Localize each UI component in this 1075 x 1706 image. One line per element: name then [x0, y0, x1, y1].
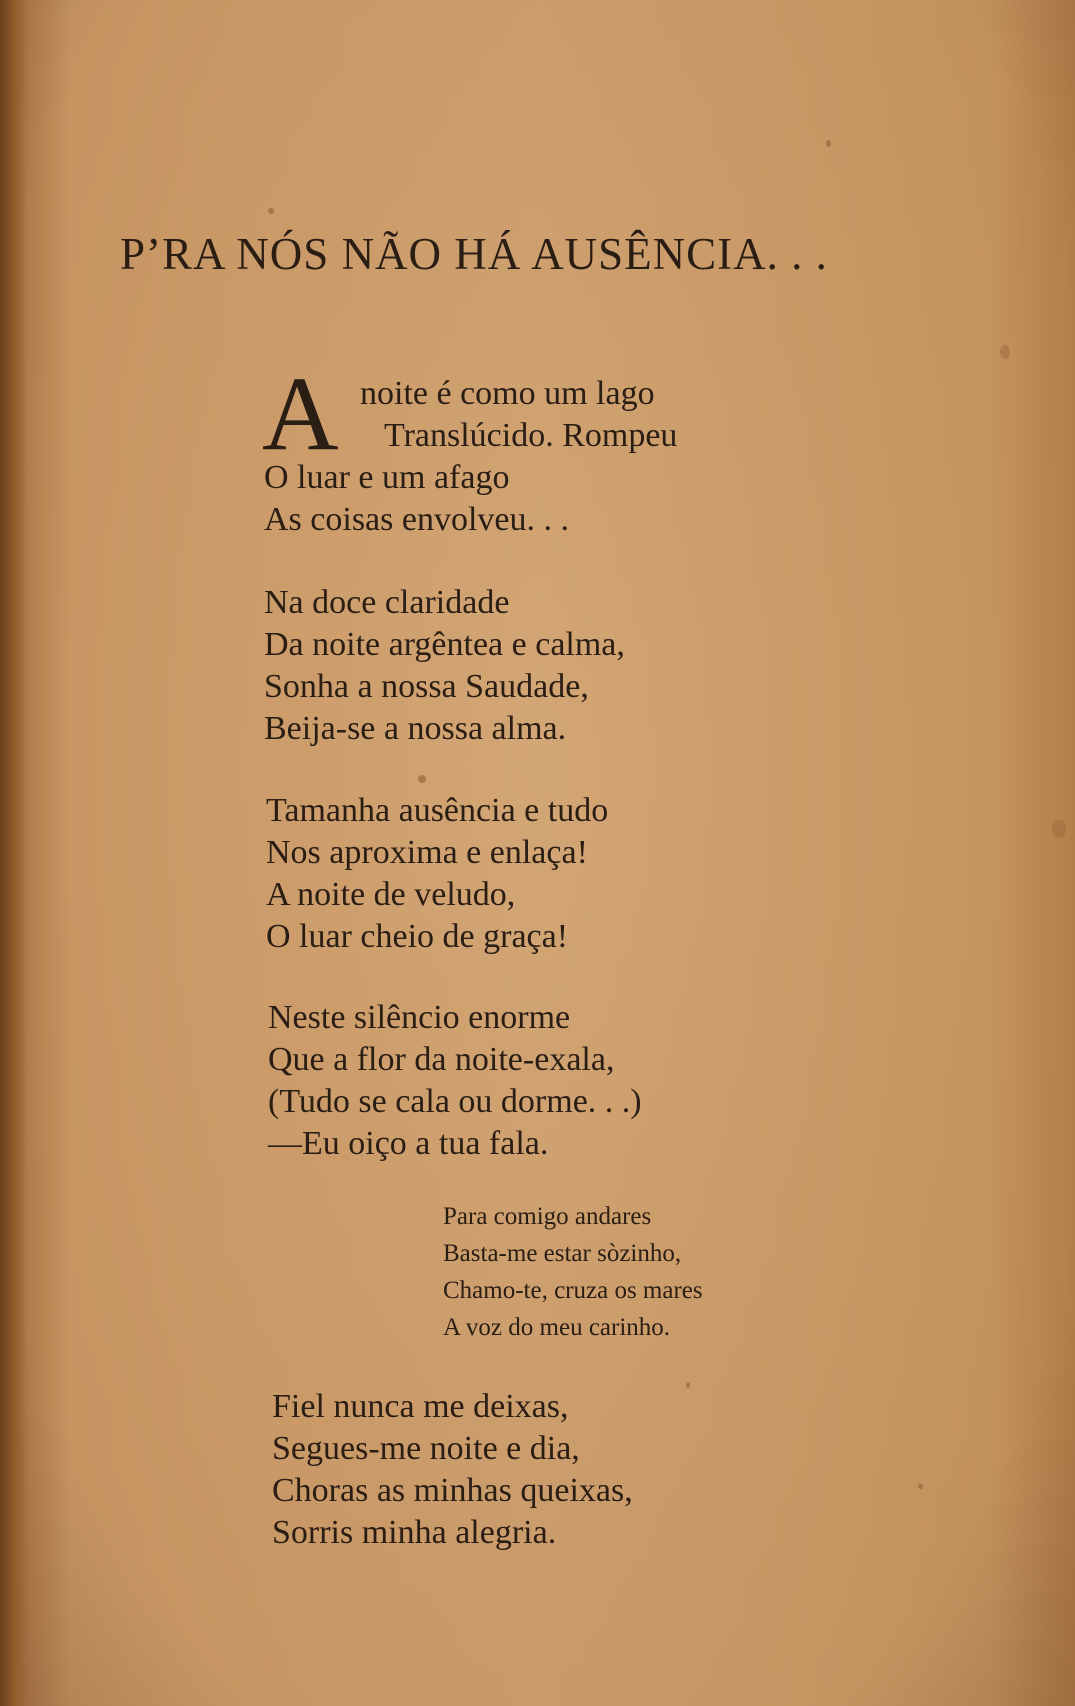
- drop-cap-letter: A: [262, 355, 339, 472]
- verse-line: O luar cheio de graça!: [266, 918, 569, 955]
- verse-line: A voz do meu carinho.: [443, 1314, 671, 1341]
- verse-line: Basta-me estar sòzinho,: [443, 1240, 682, 1267]
- paper-stain: [1000, 345, 1010, 359]
- verse-line: Fiel nunca me deixas,: [272, 1388, 569, 1425]
- paper-stain: [418, 775, 426, 783]
- verse-line: Neste silêncio enorme: [268, 999, 571, 1036]
- stanza-4: [268, 997, 642, 1165]
- stanza-3: [266, 790, 608, 958]
- page-spine-shadow: [0, 0, 26, 1706]
- paper-stain: [268, 208, 274, 214]
- verse-line: —Eu oiço a tua fala.: [268, 1125, 549, 1162]
- verse-line: A noite de veludo,: [266, 876, 516, 913]
- poem-title: P’RA NÓS NÃO HÁ AUSÊNCIA. . .: [120, 229, 828, 279]
- verse-line: Sonha a nossa Saudade,: [264, 668, 589, 705]
- stanza-6: [272, 1386, 633, 1554]
- stanza-2: [264, 582, 625, 750]
- verse-line: Que a flor da noite-exala,: [268, 1041, 615, 1078]
- verse-line: Para comigo andares: [443, 1203, 652, 1230]
- verse-line: (Tudo se cala ou dorme. . .): [268, 1083, 642, 1120]
- verse-line: Beija-se a nossa alma.: [264, 710, 567, 747]
- paper-stain: [686, 1382, 690, 1388]
- verse-line: Translúcido. Rompeu: [384, 417, 678, 454]
- verse-line: Nos aproxima e enlaça!: [266, 834, 588, 871]
- verse-line: Na doce claridade: [264, 584, 510, 621]
- verse-line: Choras as minhas queixas,: [272, 1472, 633, 1509]
- verse-line: Da noite argêntea e calma,: [264, 626, 625, 663]
- verse-line: Segues-me noite e dia,: [272, 1430, 580, 1467]
- verse-line: Sorris minha alegria.: [272, 1514, 557, 1551]
- verse-line: Tamanha ausência e tudo: [266, 792, 609, 829]
- verse-line: Chamo-te, cruza os mares: [443, 1277, 703, 1304]
- verse-line: O luar e um afago: [264, 459, 510, 496]
- paper-stain: [918, 1484, 923, 1489]
- paper-stain: [1052, 820, 1066, 838]
- stanza-1: [264, 373, 677, 541]
- paper-stain: [826, 140, 831, 147]
- verse-line: noite é como um lago: [360, 375, 655, 412]
- stanza-5-small: [443, 1198, 703, 1346]
- verse-line: As coisas envolveu. . .: [264, 501, 570, 538]
